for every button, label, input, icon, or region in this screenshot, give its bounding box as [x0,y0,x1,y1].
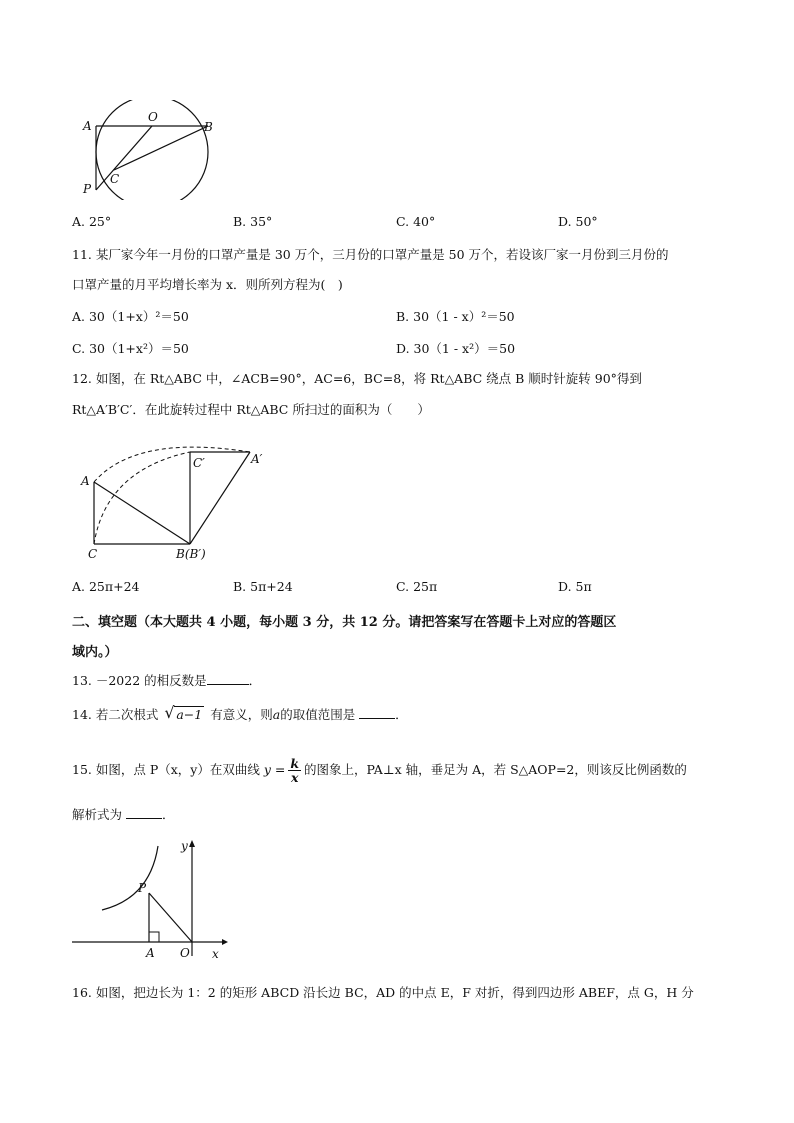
q10-option-c: C. 40° [396,214,436,229]
q14-answer-blank[interactable] [359,706,395,719]
q10-label-c: C [110,172,120,186]
q15-pre: 15. 如图，点 P（x，y）在双曲线 [72,762,260,777]
q11-option-d: D. 30（1 - x²）＝50 [396,341,516,356]
q12-figure [76,440,286,564]
q14-radical [164,703,204,724]
q13-answer-blank[interactable] [207,672,249,685]
q12-text-line2: Rt△A′B′C′．在此旋转过程中 Rt△ABC 所扫过的面积为（ ） [72,402,430,417]
q10-line-po [96,126,152,190]
q12-label-b: B(B′) [176,547,206,561]
q12-arc-inner [94,452,190,544]
q13-end: ． [248,673,262,688]
q13-text: 13. －2022 的相反数是 [72,673,207,688]
q15-right-angle-mark [149,932,159,942]
q15-label-x: x [212,947,219,961]
q14-radicand: a−1 [176,707,203,722]
q12-option-b: B. 5π+24 [233,579,293,594]
section2-heading-line1: 二、填空题（本大题共 4 小题，每小题 3 分，共 12 分。请把答案写在答题卡上对应的答题区 [72,615,617,630]
q14-question [72,703,408,724]
q10-label-o: O [148,110,158,124]
q12-option-c: C. 25π [396,579,438,594]
q15-line1 [72,755,687,785]
q15-label-y: y [181,839,188,853]
q10-option-b: B. 35° [233,214,273,229]
q12-label-c-prime: C′ [193,456,205,470]
q10-line-cb [114,126,208,170]
q10-figure [76,100,236,200]
q14-post2: 的取值范围是 [280,707,360,722]
q15-fraction-den: x [290,769,299,785]
q15-label-p: P [138,881,147,895]
q14-end: ． [395,707,408,722]
section2-heading-line2: 域内。） [72,645,118,660]
q12-label-c: C [88,547,98,561]
sqrt-icon: √ [164,703,175,722]
q11-option-a: A. 30（1+x）²＝50 [72,309,189,324]
q14-post: 有意义，则 [210,707,273,722]
q15-segment-po [149,893,192,942]
q15-y-axis-arrow-icon [189,840,195,847]
q15-line2-text: 解析式为 [72,807,126,822]
q15-end: ． [161,807,175,822]
q11-text-line1: 11. 某厂家今年一月份的口罩产量是 30 万个，三月份的口罩产量是 50 万个，若设该厂家一月份到三月份的 [72,247,669,262]
q16-text-line1: 16. 如图，把边长为 1：2 的矩形 ABCD 沿长边 BC，AD 的中点 E，F 对折，得到四边形 ABEF，点 G，H 分 [72,985,694,1000]
q11-text-line2: 口罩产量的月平均增长率为 x．则所列方程为( ) [72,277,343,292]
q15-x-axis-arrow-icon [222,939,228,945]
q12-label-a: A [81,474,90,488]
q12-option-d: D. 5π [558,579,592,594]
q15-label-a: A [146,946,155,960]
q10-option-a: A. 25° [72,214,112,229]
q15-post: 的图象上，PA⊥x 轴，垂足为 A，若 S△AOP=2，则该反比例函数的 [304,762,687,777]
q14-var: a [272,707,281,722]
q10-label-p: P [83,182,92,196]
q12-label-a-prime: A′ [251,452,263,466]
q13-question [72,672,261,690]
q10-option-d: D. 50° [558,214,598,229]
q15-fraction [288,757,301,784]
q15-fraction-num: k [290,755,300,771]
q15-hyperbola [102,846,158,910]
q15-figure [72,838,232,962]
q15-line2 [72,806,175,824]
q15-label-o: O [180,946,190,960]
q15-fraction-lhs: y = [263,762,286,777]
q12-side-ab [94,482,190,544]
q12-text-line1: 12. 如图，在 Rt△ABC 中，∠ACB=90°，AC=6，BC=8，将 Rt△ABC 绕点 B 顺时针旋转 90°得到 [72,371,642,386]
q12-option-a: A. 25π+24 [72,579,140,594]
q10-label-a: A [83,119,92,133]
q10-label-b: B [204,120,213,134]
q14-pre: 14. 若二次根式 [72,707,159,722]
q15-answer-blank[interactable] [126,806,162,819]
q11-option-b: B. 30（1 - x）²＝50 [396,309,515,324]
q11-option-c: C. 30（1+x²）＝50 [72,341,189,356]
